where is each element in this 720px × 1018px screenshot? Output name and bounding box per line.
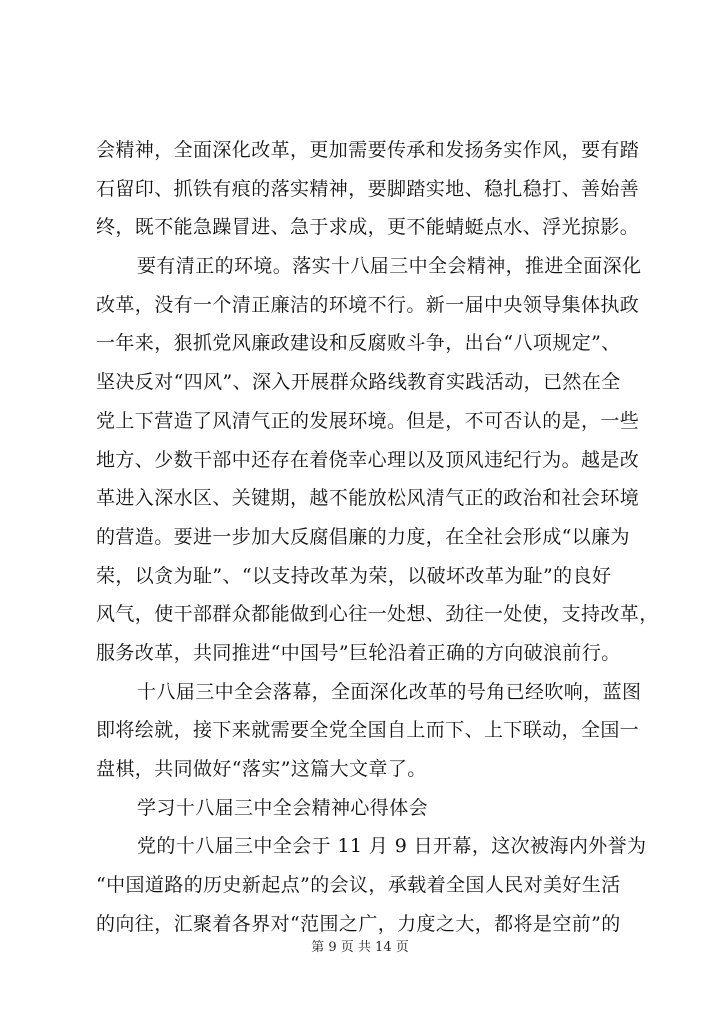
text-line: 服务改革，共同推进“中国号”巨轮沿着正确的方向破浪前行。: [96, 641, 621, 664]
text-line: “中国道路的历史新起点”的会议，承载着全国人民对美好生活: [96, 874, 621, 897]
text-line: 革进入深水区、关键期，越不能放松风清气正的政治和社会环境: [96, 487, 640, 510]
section-heading: 学习十八届三中全会精神心得体会: [137, 796, 429, 819]
text-line: 党上下营造了风清气正的发展环境。但是，不可否认的是，一些: [96, 409, 640, 432]
page-number: 第 9 页 共 14 页: [311, 940, 409, 955]
text-line: 坚决反对“四风”、深入开展群众路线教育实践活动，已然在全: [96, 371, 621, 394]
text-line: 的营造。要进一步加大反腐倡廉的力度，在全社会形成“以廉为: [96, 525, 630, 548]
text-line: 会精神，全面深化改革，更加需要传承和发扬务实作风，要有踏: [96, 139, 640, 161]
text-line: 石留印、抓铁有痕的落实精神，要脚踏实地、稳扎稳打、善始善: [96, 177, 640, 200]
text-line: 地方、少数干部中还存在着侥幸心理以及顶风违纪行为。越是改: [96, 448, 640, 471]
text-line: 即将绘就，接下来就需要全党全国自上而下、上下联动，全国一: [96, 719, 640, 742]
text-line: 一年来，狠抓党风廉政建设和反腐败斗争，出台“八项规定”、: [96, 332, 621, 355]
paragraph-start-line: 要有清正的环境。落实十八届三中全会精神，推进全面深化: [137, 255, 642, 278]
page-footer: [0, 938, 720, 958]
text-line: 改革，没有一个清正廉洁的环境不行。新一届中央领导集体执政: [96, 293, 640, 316]
text-line: 终，既不能急躁冒进、急于求成，更不能蜻蜓点水、浮光掠影。: [96, 216, 640, 239]
text-line: 荣，以贪为耻”、“以支持改革为荣，以破坏改革为耻”的良好: [96, 564, 612, 587]
document-body: [96, 131, 659, 943]
text-line: 的向往，汇聚着各界对“范围之广，力度之大，都将是空前”的: [96, 912, 621, 935]
paragraph-start-line: 十八届三中全会落幕，全面深化改革的号角已经吹响，蓝图: [137, 680, 642, 703]
text-line: 盘棋，共同做好“落实”这篇大文章了。: [96, 758, 427, 780]
text-line: 风气，使干部群众都能做到心往一处想、劲往一处使，支持改革，: [96, 603, 659, 626]
paragraph-start-line: 党的十八届三中全会于 11 月 9 日开幕，这次被海内外誉为: [137, 835, 647, 858]
